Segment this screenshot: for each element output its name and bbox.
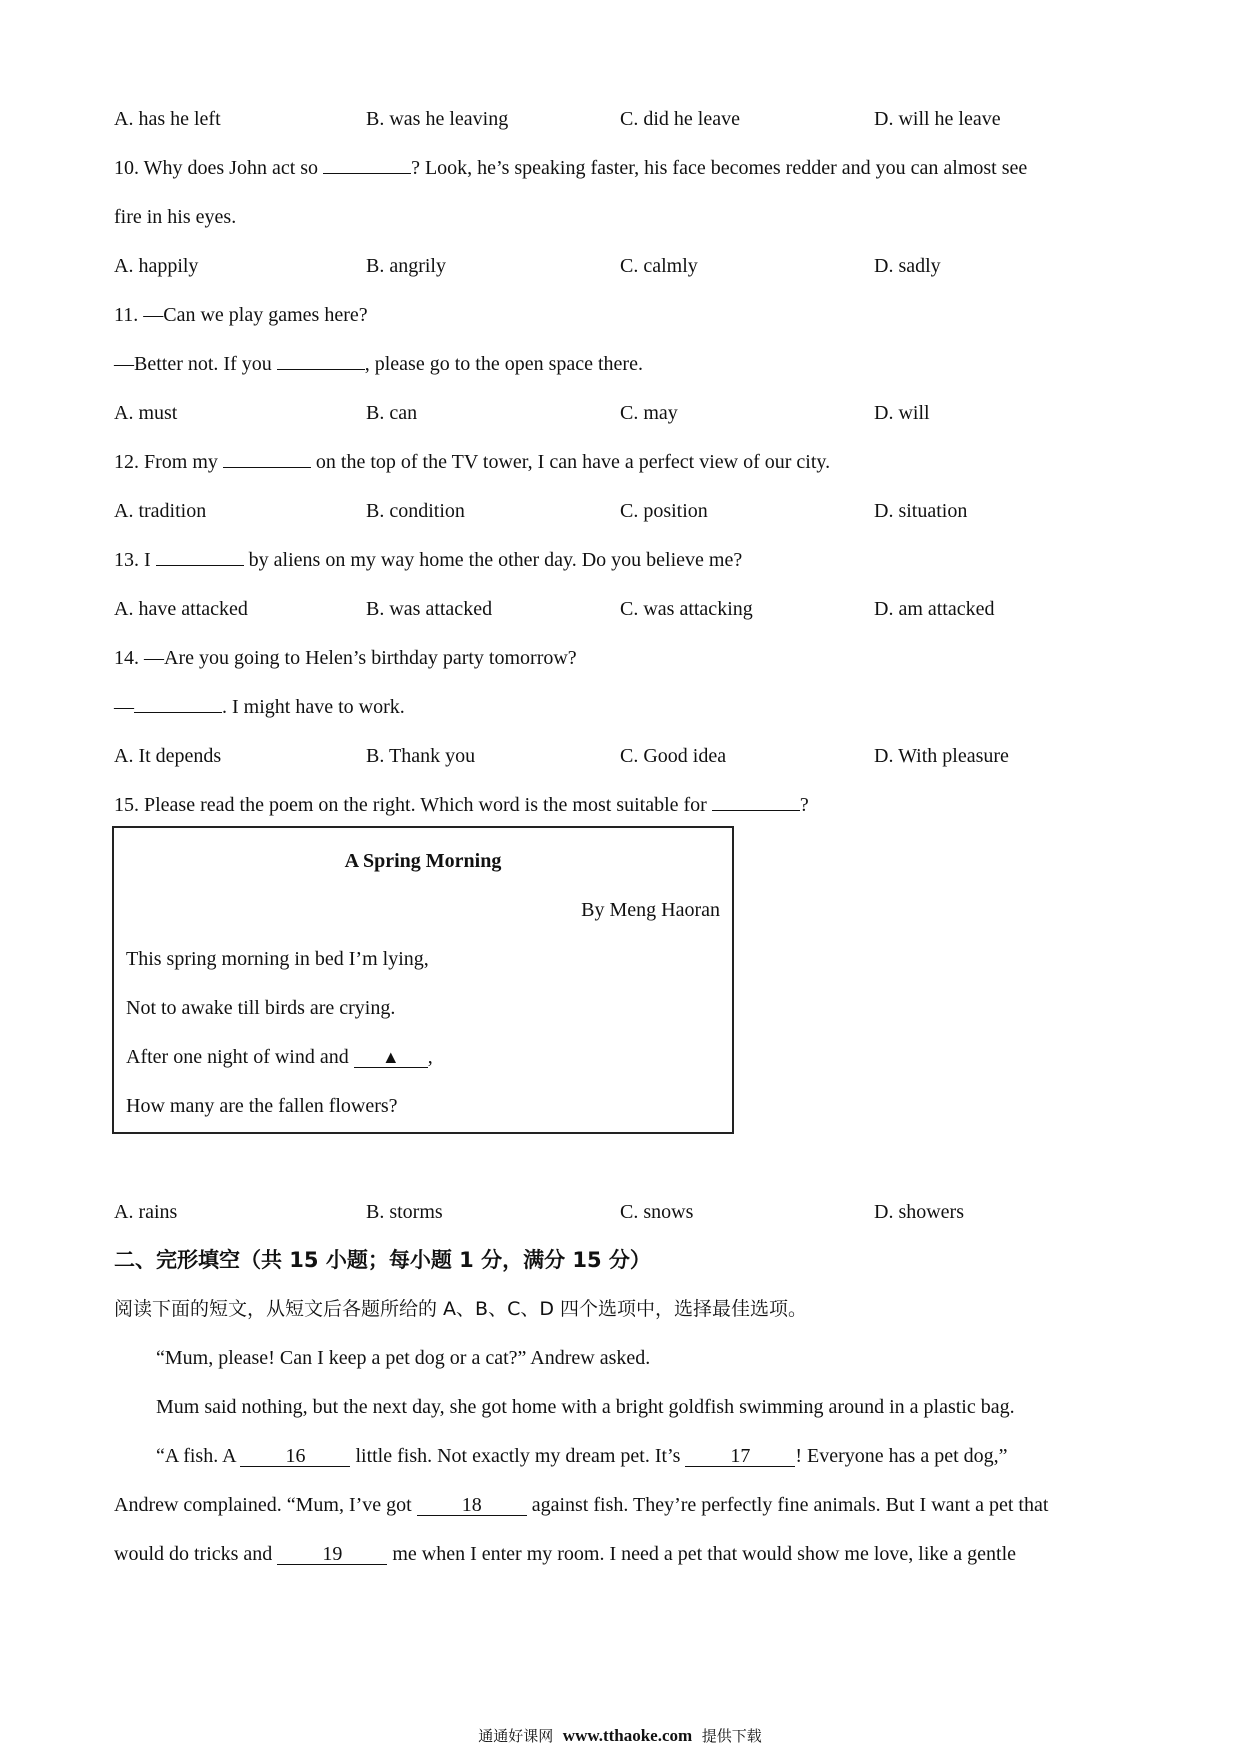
answer-blank	[134, 712, 222, 713]
q15-option-b: B. storms	[366, 1201, 443, 1223]
footer-url[interactable]: www.tthaoke.com	[562, 1726, 693, 1745]
poem-line-2: Not to awake till birds are crying.	[126, 997, 396, 1019]
q9-option-a: A. has he left	[114, 108, 221, 130]
q14-stem: 14. —Are you going to Helen’s birthday party tomorrow?	[114, 647, 577, 669]
poem-line-4: How many are the fallen flowers?	[126, 1095, 398, 1117]
q12-option-c: C. position	[620, 500, 708, 522]
poem-line-3: After one night of wind and ▲ ,	[126, 1046, 433, 1068]
q11-option-d: D. will	[874, 402, 930, 424]
q15-option-c: C. snows	[620, 1201, 694, 1223]
triangle-blank-icon: ▲	[354, 1047, 428, 1068]
footer-site-name: 通通好课网	[478, 1727, 554, 1745]
q11-option-a: A. must	[114, 402, 178, 424]
answer-blank	[223, 467, 311, 468]
cloze-blank-19: 19	[277, 1544, 387, 1565]
page-footer	[0, 1726, 1240, 1746]
q12-option-a: A. tradition	[114, 500, 207, 522]
passage-line-2: Mum said nothing, but the next day, she got home with a bright goldfish swimming around in a plastic bag.	[156, 1396, 1015, 1418]
q13-option-a: A. have attacked	[114, 598, 248, 620]
q14-option-b: B. Thank you	[366, 745, 476, 767]
q11-option-c: C. may	[620, 402, 678, 424]
answer-blank	[277, 369, 365, 370]
q11-stem: 11. —Can we play games here?	[114, 304, 368, 326]
q9-option-c: C. did he leave	[620, 108, 740, 130]
q15-stem: 15. Please read the poem on the right. Which word is the most suitable for ?	[114, 794, 809, 816]
passage-line-1: “Mum, please! Can I keep a pet dog or a cat?” Andrew asked.	[156, 1347, 651, 1369]
q15-option-a: A. rains	[114, 1201, 178, 1223]
q9-option-b: B. was he leaving	[366, 108, 509, 130]
q10-stem-cont: fire in his eyes.	[114, 206, 237, 228]
section-heading: 二、完形填空（共 15 小题；每小题 1 分，满分 15 分）	[114, 1248, 651, 1272]
q15-option-d: D. showers	[874, 1201, 964, 1223]
answer-blank	[323, 173, 411, 174]
poem-box	[112, 826, 734, 1134]
q10-option-a: A. happily	[114, 255, 199, 277]
q10-option-c: C. calmly	[620, 255, 698, 277]
section-instruction: 阅读下面的短文，从短文后各题所给的 A、B、C、D 四个选项中，选择最佳选项。	[114, 1298, 808, 1320]
poem-author: By Meng Haoran	[581, 899, 720, 921]
passage-line-5: would do tricks and 19 me when I enter my room. I need a pet that would show me love, like a gentle	[114, 1543, 1017, 1565]
q14-reply: — . I might have to work.	[114, 696, 405, 718]
q13-option-d: D. am attacked	[874, 598, 995, 620]
q12-stem: 12. From my on the top of the TV tower, I can have a perfect view of our city.	[114, 451, 831, 473]
q11-reply: —Better not. If you , please go to the open space there.	[114, 353, 643, 375]
q10-stem: 10. Why does John act so ? Look, he’s speaking faster, his face becomes redder and you can almost see	[114, 157, 1028, 179]
cloze-blank-16: 16	[240, 1446, 350, 1467]
answer-blank	[156, 565, 244, 566]
q9-option-d: D. will he leave	[874, 108, 1001, 130]
passage-line-3: “A fish. A 16 little fish. Not exactly my dream pet. It’s 17 ! Everyone has a pet dog,”	[156, 1445, 1008, 1467]
poem-line-1: This spring morning in bed I’m lying,	[126, 948, 429, 970]
q10-option-b: B. angrily	[366, 255, 446, 277]
q14-option-d: D. With pleasure	[874, 745, 1009, 767]
q14-option-c: C. Good idea	[620, 745, 727, 767]
q13-option-b: B. was attacked	[366, 598, 493, 620]
poem-title: A Spring Morning	[344, 850, 502, 872]
passage-line-4: Andrew complained. “Mum, I’ve got 18 against fish. They’re perfectly fine animals. But I want a pet that	[114, 1494, 1049, 1516]
cloze-blank-17: 17	[685, 1446, 795, 1467]
q12-option-b: B. condition	[366, 500, 465, 522]
answer-blank	[712, 810, 800, 811]
q13-option-c: C. was attacking	[620, 598, 753, 620]
q10-option-d: D. sadly	[874, 255, 941, 277]
q11-option-b: B. can	[366, 402, 418, 424]
footer-suffix: 提供下载	[701, 1727, 762, 1745]
q13-stem: 13. I by aliens on my way home the other day. Do you believe me?	[114, 549, 743, 571]
cloze-blank-18: 18	[417, 1495, 527, 1516]
q12-option-d: D. situation	[874, 500, 968, 522]
q14-option-a: A. It depends	[114, 745, 222, 767]
